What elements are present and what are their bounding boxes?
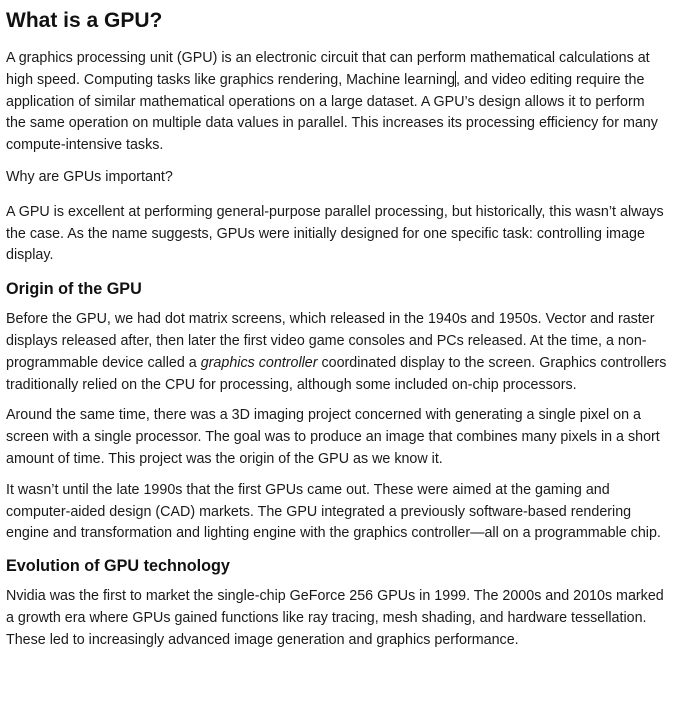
intro-paragraph-1 [6, 48, 668, 157]
origin-paragraph-1 [6, 309, 668, 396]
origin-paragraph-1-text-end: coordinated display to the screen. Graphics controllers traditionally relied on the CPU for processing, although some included on-chip processors. [6, 354, 667, 393]
intro-paragraph-1-text-end: , and video editing require the application of similar mathematical operations on a large dataset. A GPU’s design allows it to perform the same operation on multiple data values in parallel. This increases its processing efficiency for many compute-intensive tasks. [6, 71, 658, 154]
graphics-controller-term: graphics controller [200, 354, 318, 371]
origin-paragraph-3: It wasn’t until the late 1990s that the first GPUs came out. These were aimed at the gaming and computer-aided design (CAD) markets. The GPU integrated a previously software-based rendering engine and transformation and lighting engine with the graphics controller—all on a programmable chip. [6, 481, 661, 542]
origin-paragraph-2: Around the same time, there was a 3D imaging project concerned with generating a single pixel on a screen with a single processor. The goal was to produce an image that combines many pixels in a short amount of time. This project was the origin of the GPU as we know it. [6, 407, 660, 467]
intro-paragraph-3: A GPU is excellent at performing general-purpose parallel processing, but historically, this wasn’t always the case. As the name suggests, GPUs were initially designed for one specific task: controlling image display. [6, 203, 664, 264]
intro-paragraph-2: Why are GPUs important? [6, 168, 173, 185]
document-title: What is a GPU? [6, 9, 163, 32]
section-heading-evolution: Evolution of GPU technology [6, 557, 230, 576]
intro-paragraph-1-text-start: A graphics processing unit (GPU) is an electronic circuit that can perform mathematical calculations at high speed. Computing tasks like graphics rendering, Machine learning [6, 50, 650, 88]
section-heading-origin: Origin of the GPU [6, 280, 142, 299]
evolution-paragraph-1: Nvidia was the first to market the single-chip GeForce 256 GPUs in 1999. The 2000s and 2010s marked a growth era where GPUs gained functions like ray tracing, mesh shading, and hardware tessellation. These led to increasingly advanced image generation and graphics performance. [6, 588, 664, 648]
origin-paragraph-1-text-start: Before the GPU, we had dot matrix screens, which released in the 1940s and 1950s. Vector and raster displays released after, then later the first video game consoles and PCs released. At the time, a non-programmable device called a [6, 311, 655, 371]
